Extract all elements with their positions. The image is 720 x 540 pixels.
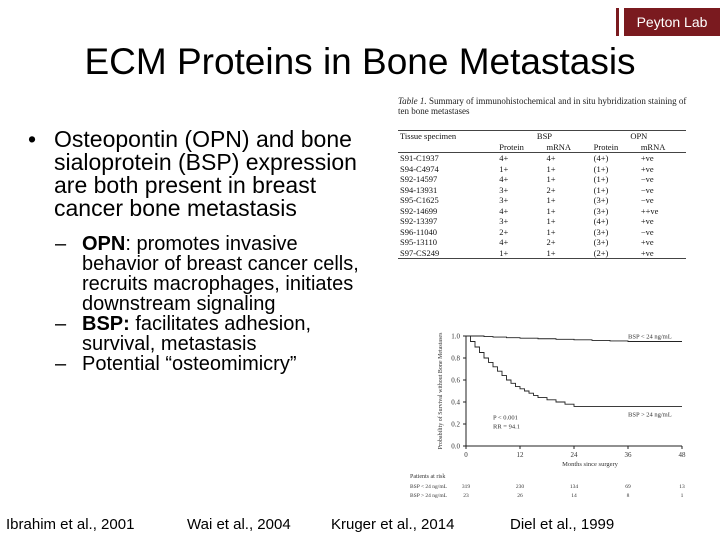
- lab-badge: Peyton Lab: [621, 8, 720, 36]
- y-axis-label: Probability of Survival without Bone Metastases: [438, 332, 444, 450]
- table-cell: S92-14699: [400, 205, 438, 216]
- citation-diel: Diel et al., 1999: [510, 516, 615, 533]
- table-cell: S97-CS249: [398, 248, 497, 259]
- x-tick-label: 36: [624, 451, 632, 459]
- bullet-list: [28, 128, 368, 374]
- at-risk-value: 1: [680, 493, 684, 498]
- table-cell: S96-11040: [400, 226, 437, 237]
- subheader-opn-protein: Protein: [592, 142, 639, 153]
- y-tick-label: 0.8: [451, 354, 460, 363]
- table-cell: 4+: [499, 174, 509, 184]
- table-cell: 1+: [546, 174, 556, 184]
- table-cell: S91-C1937: [400, 153, 439, 163]
- table-header-row: [398, 131, 686, 142]
- header-specimen: Tissue specimen: [398, 131, 497, 142]
- y-tick-label: 0.6: [451, 376, 460, 385]
- table-cell: S92-14597: [400, 174, 438, 184]
- table-cell: 3+: [499, 216, 509, 226]
- x-tick-label: 12: [516, 451, 524, 459]
- at-risk-value: 8: [626, 493, 630, 498]
- table-cell: (3+): [593, 226, 609, 237]
- sub-bullet-osteomimicry-text: Potential “osteomimicry”: [82, 353, 297, 375]
- table-cell: 1+: [546, 163, 556, 174]
- table-cell: S95-13110: [400, 237, 437, 247]
- chart-text: [410, 332, 686, 498]
- citation-wai: Wai et al., 2004: [187, 516, 291, 533]
- header-bsp: BSP: [497, 131, 591, 142]
- chart-axes: [463, 333, 682, 449]
- sub-bullet-bsp: [28, 314, 368, 354]
- table-cell: 4+: [499, 237, 509, 247]
- dash-glyph: –: [55, 353, 67, 375]
- series-label-0: BSP < 24 ng/mL: [628, 333, 672, 341]
- table-row: [398, 206, 686, 217]
- dash-glyph: –: [55, 313, 67, 335]
- table-cell: 1+: [546, 205, 556, 216]
- table-cell: 1+: [546, 226, 556, 237]
- x-tick-label: 48: [678, 451, 686, 459]
- sub-bullet-opn-text: : promotes invasive behavior of breast cancer cells, recruits macrophages, initiates downstream signaling: [82, 233, 359, 315]
- x-tick-label: 24: [570, 451, 578, 459]
- citation-ibrahim: Ibrahim et al., 2001: [6, 516, 135, 533]
- table-cell: S95-C1625: [400, 195, 439, 205]
- at-risk-title: Patients at risk: [410, 474, 446, 480]
- table-caption-text: Summary of immunohistochemical and in situ hybridization staining of ten bone metastases: [398, 96, 687, 116]
- at-risk-value: 14: [571, 493, 577, 498]
- table-cell: 1+: [497, 248, 544, 259]
- y-tick-label: 0.0: [451, 442, 460, 451]
- table-cell: +ve: [640, 163, 654, 174]
- chart-series: [466, 333, 682, 406]
- bullet-main-text: Osteopontin (OPN) and bone sialoprotein (BSP) expression are both present in breast cancer bone metastasis: [54, 126, 357, 221]
- subheader-bsp-mrna: mRNA: [544, 142, 591, 153]
- table-cell: (3+): [593, 237, 609, 247]
- table-caption-label: Table 1.: [398, 96, 427, 106]
- bullet-main: [28, 128, 368, 220]
- table-cell: (2+): [592, 248, 639, 259]
- at-risk-value: 23: [463, 493, 469, 498]
- table-row: [398, 153, 686, 164]
- at-risk-value: 13: [679, 484, 685, 490]
- table-row: [398, 164, 686, 175]
- table-row: [398, 227, 686, 238]
- bullet-glyph: •: [28, 126, 37, 152]
- table-cell: 1+: [499, 163, 509, 174]
- table-body: [398, 153, 686, 259]
- table-cell: (3+): [593, 205, 609, 216]
- table-cell: 2+: [499, 226, 509, 237]
- figure-panel: [390, 92, 690, 502]
- table-row: [398, 248, 686, 259]
- table-cell: 2+: [546, 237, 556, 247]
- sub-bullet-opn-term: OPN: [82, 233, 126, 255]
- table-cell: (4+): [593, 216, 609, 226]
- series-line-1: [466, 333, 682, 406]
- table-cell: 1+: [546, 216, 556, 226]
- table-cell: 1+: [544, 248, 591, 259]
- citation-kruger: Kruger et al., 2014: [331, 516, 455, 533]
- table-row: [398, 237, 686, 248]
- table-cell: ++ve: [640, 205, 659, 216]
- series-label-1: BSP > 24 ng/mL: [628, 411, 672, 419]
- sub-bullet-osteomimicry: [28, 354, 368, 374]
- sub-bullet-bsp-term: BSP:: [82, 313, 130, 335]
- table-cell: (4+): [593, 153, 609, 163]
- table-row: [398, 216, 686, 227]
- at-risk-row-label: BSP < 24 ng/mL: [410, 484, 447, 490]
- subheader-opn-mrna: mRNA: [639, 142, 686, 153]
- at-risk-row-label: BSP > 24 ng/mL: [410, 493, 447, 498]
- table-cell: (1+): [593, 174, 609, 184]
- table-cell: +ve: [640, 153, 654, 163]
- lab-badge-rule: [616, 8, 619, 36]
- at-risk-value: 69: [625, 484, 631, 490]
- slide-title: ECM Proteins in Bone Metastasis: [84, 41, 636, 82]
- table-cell: 4+: [499, 205, 509, 216]
- dash-glyph: –: [55, 233, 67, 255]
- table-cell: S92-13397: [400, 216, 438, 226]
- table-cell: (1+): [593, 163, 609, 174]
- table-cell: +ve: [639, 248, 686, 259]
- x-tick-label: 0: [464, 451, 468, 459]
- table-cell: 3+: [499, 184, 509, 195]
- x-axis-label: Months since surgery: [562, 461, 618, 468]
- table-cell: (1+): [593, 184, 609, 195]
- table-cell: −ve: [640, 226, 654, 237]
- table-cell: 3+: [499, 195, 509, 205]
- table-cell: +ve: [640, 216, 654, 226]
- table-cell: +ve: [640, 237, 654, 247]
- sub-bullet-bsp-text: facilitates adhesion, survival, metastasis: [82, 313, 312, 355]
- at-risk-value: 230: [515, 484, 525, 490]
- table-cell: −ve: [640, 195, 654, 205]
- table-subheader-row: [398, 142, 686, 153]
- table-row: [398, 174, 686, 185]
- y-tick-label: 0.4: [451, 398, 460, 407]
- subheader-bsp-protein: Protein: [497, 142, 544, 153]
- at-risk-value: 319: [461, 484, 471, 490]
- table-cell: S94-13931: [400, 184, 438, 195]
- table-cell: 4+: [546, 153, 556, 163]
- at-risk-value: 26: [517, 493, 523, 498]
- y-tick-label: 1.0: [451, 332, 460, 341]
- table-cell: S94-C4974: [400, 163, 439, 174]
- sub-bullet-opn: [28, 234, 368, 314]
- table-cell: (3+): [593, 195, 609, 205]
- annotation-p-value: P < 0.001: [493, 414, 518, 422]
- annotation-rr: RR = 94.1: [493, 423, 520, 431]
- table-cell: 1+: [546, 195, 556, 205]
- survival-chart: [390, 328, 690, 498]
- table-row: [398, 195, 686, 206]
- staining-table: [398, 130, 686, 259]
- table-cell: −ve: [640, 174, 654, 184]
- table-cell: 2+: [546, 184, 556, 195]
- y-tick-label: 0.2: [451, 420, 460, 429]
- table-cell: −ve: [640, 184, 654, 195]
- at-risk-value: 134: [569, 484, 579, 490]
- table-cell: 4+: [499, 153, 509, 163]
- table-caption: [398, 96, 688, 116]
- header-opn: OPN: [592, 131, 686, 142]
- table-row: [398, 185, 686, 196]
